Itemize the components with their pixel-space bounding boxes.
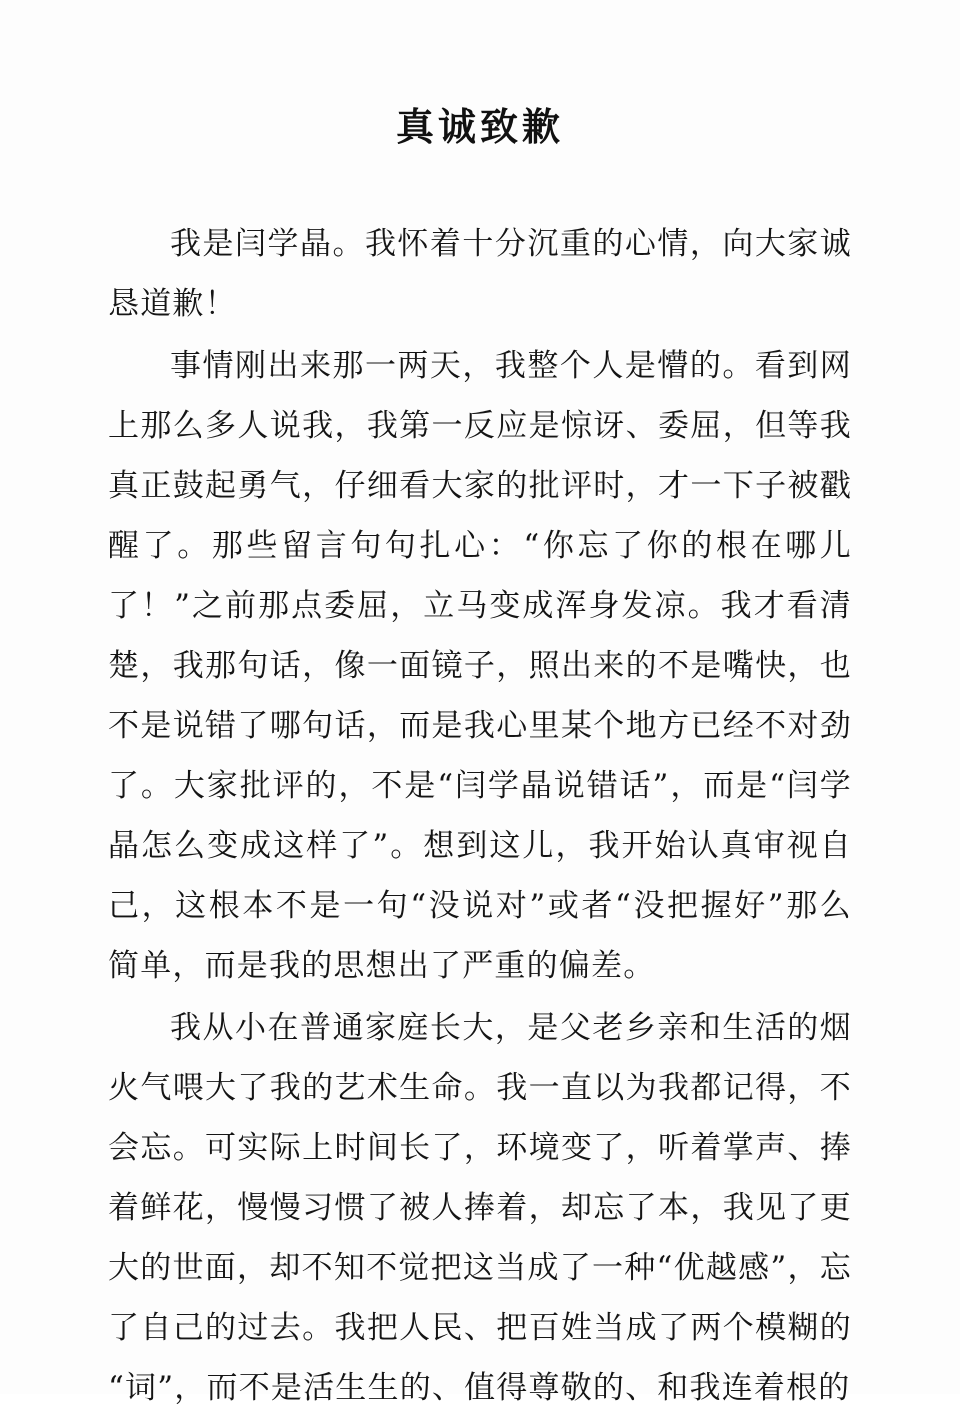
document-body (108, 214, 852, 1418)
paragraph: 事情刚出来那一两天，我整个人是懵的。看到网上那么多人说我，我第一反应是惊讶、委屈，但等我真正鼓起勇气，仔细看大家的批评时，才一下子被戳醒了。那些留言句句扎心：“你忘了你的根在哪儿了！”之前那点委屈，立马变成浑身发凉。我才看清楚，我那句话，像一面镜子，照出来的不是嘴快，也不是说错了哪句话，而是我心里某个地方已经不对劲了。大家批评的，不是“闫学晶说错话”，而是“闫学晶怎么变成这样了”。想到这儿，我开始认真审视自己，这根本不是一句“没说对”或者“没把握好”那么简单，而是我的思想出了严重的偏差。 (108, 347, 852, 984)
paragraph: 我是闫学晶。我怀着十分沉重的心情，向大家诚恳道歉！ (108, 225, 852, 322)
paragraph: 我从小在普通家庭长大，是父老乡亲和生活的烟火气喂大了我的艺术生命。我一直以为我都记得，不会忘。可实际上时间长了，环境变了，听着掌声、捧着鲜花，慢慢习惯了被人捧着，却忘了本，我见了更大的世面，却不知不觉把这当成了一种“优越感”，忘了自己的过去。我把人民、把百姓当成了两个模糊的“词”，而不是活生生的、值得尊敬的、和我连着根的 (108, 1009, 852, 1406)
page-title: 真诚致歉 (395, 104, 564, 149)
